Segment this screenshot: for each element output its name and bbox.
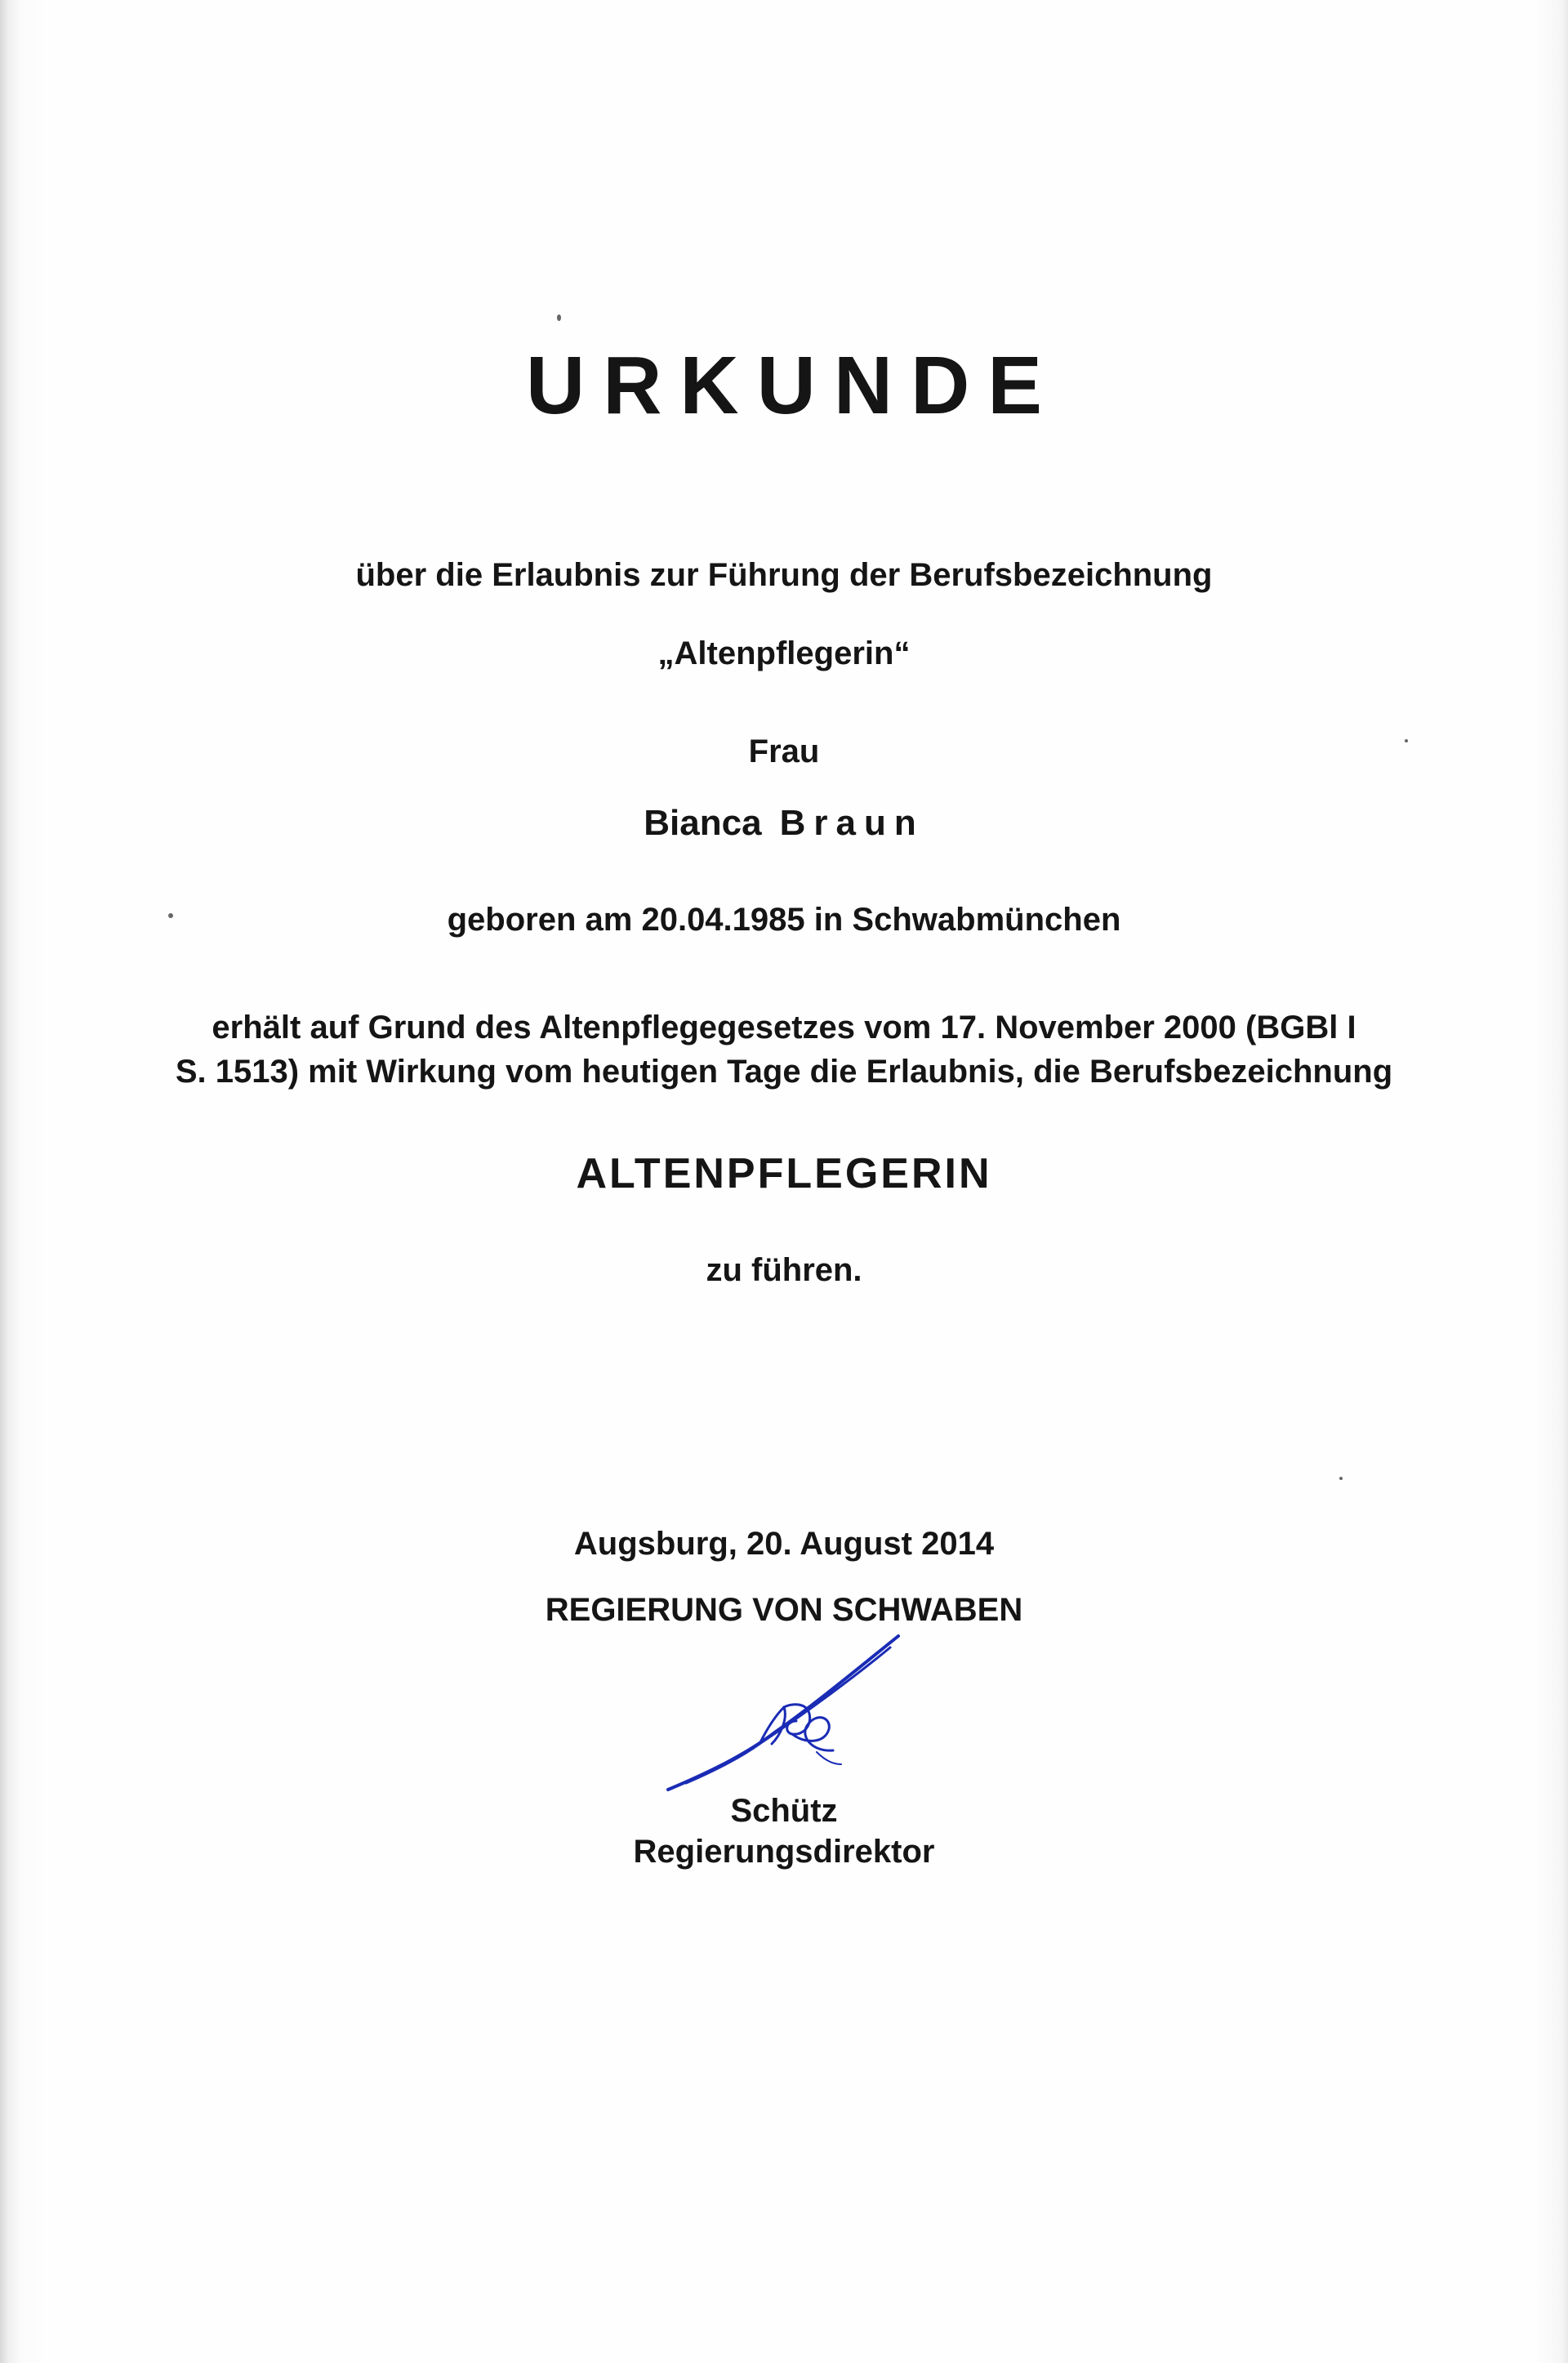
holder-name bbox=[0, 803, 1568, 844]
signer-title: Regierungsdirektor bbox=[633, 1834, 935, 1870]
paper-speck bbox=[557, 314, 561, 321]
signer-name: Schütz bbox=[730, 1793, 838, 1829]
holder-first-name: Bianca bbox=[644, 803, 762, 843]
document-title: URKUNDE bbox=[526, 340, 1060, 431]
paper-speck bbox=[1405, 739, 1408, 742]
closing-line: zu führen. bbox=[706, 1252, 862, 1288]
subtitle-line-2: „Altenpflegerin“ bbox=[657, 635, 911, 671]
body-line-2: S. 1513) mit Wirkung vom heutigen Tage die Erlaubnis, die Berufsbezeichnung bbox=[175, 1054, 1393, 1090]
paper-speck bbox=[1339, 1477, 1343, 1480]
body-line-1: erhält auf Grund des Altenpflegegesetzes vom 17. November 2000 (BGBl I bbox=[212, 1010, 1356, 1046]
place-date: Augsburg, 20. August 2014 bbox=[573, 1526, 995, 1562]
occupation-title: ALTENPFLEGERIN bbox=[576, 1150, 992, 1197]
paper-speck bbox=[168, 913, 173, 918]
issuing-authority: REGIERUNG VON SCHWABEN bbox=[545, 1592, 1023, 1628]
salutation: Frau bbox=[748, 733, 820, 769]
handwritten-signature bbox=[662, 1630, 906, 1793]
subtitle-line-1: über die Erlaubnis zur Führung der Berufsbezeichnung bbox=[355, 557, 1213, 593]
holder-surname: Braun bbox=[779, 803, 924, 843]
birth-line: geboren am 20.04.1985 in Schwabmünchen bbox=[447, 902, 1121, 938]
